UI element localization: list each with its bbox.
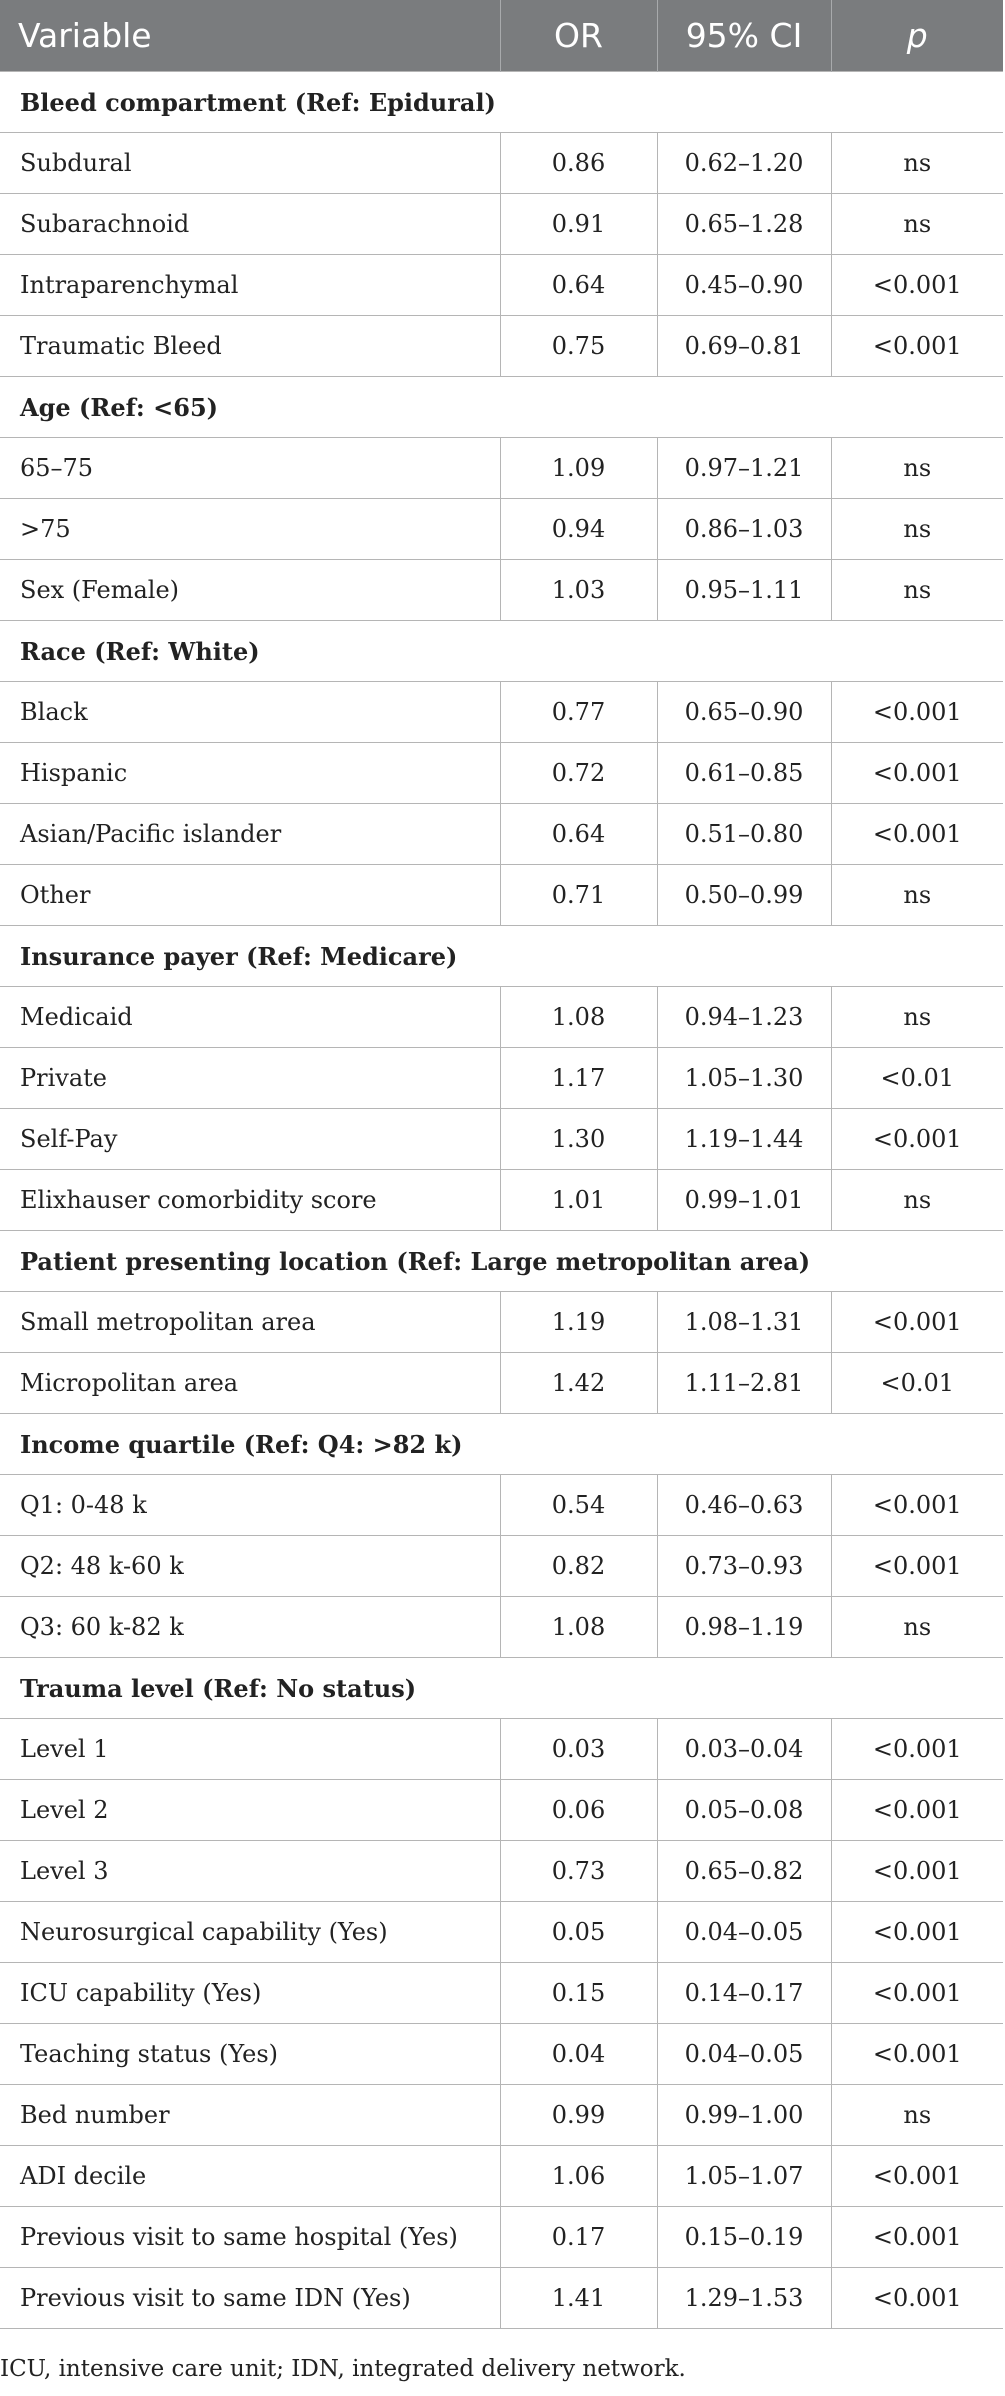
p-value-cell: <0.001 [831,1963,1003,2024]
or-cell: 0.17 [500,2207,657,2268]
table-row [0,1841,1003,1902]
ci-cell: 0.86–1.03 [657,499,831,560]
p-value-cell: ns [831,133,1003,194]
or-cell: 0.04 [500,2024,657,2085]
ci-cell: 0.65–1.28 [657,194,831,255]
p-value-cell: <0.001 [831,1841,1003,1902]
ci-cell: 0.98–1.19 [657,1597,831,1658]
p-value-cell: <0.001 [831,1475,1003,1536]
table-row [0,2024,1003,2085]
table-row [0,1597,1003,1658]
p-value-cell: ns [831,2085,1003,2146]
variable-cell: ADI decile [0,2146,500,2207]
ci-cell: 1.19–1.44 [657,1109,831,1170]
or-cell: 1.01 [500,1170,657,1231]
ci-cell: 0.94–1.23 [657,987,831,1048]
p-value-cell: <0.001 [831,2268,1003,2329]
p-value-cell: ns [831,865,1003,926]
variable-cell: Traumatic Bleed [0,316,500,377]
variable-cell: Previous visit to same hospital (Yes) [0,2207,500,2268]
section-row [0,72,1003,133]
table-row [0,804,1003,865]
ci-cell: 0.65–0.90 [657,682,831,743]
or-cell: 0.91 [500,194,657,255]
table-row [0,987,1003,1048]
ci-cell: 0.95–1.11 [657,560,831,621]
or-cell: 1.42 [500,1353,657,1414]
p-value-cell: <0.001 [831,1292,1003,1353]
variable-cell: Private [0,1048,500,1109]
section-label: Age (Ref: <65) [0,377,1003,438]
p-value-cell: <0.001 [831,1719,1003,1780]
variable-cell: Subdural [0,133,500,194]
ci-cell: 0.45–0.90 [657,255,831,316]
table-row [0,1780,1003,1841]
p-value-cell: ns [831,438,1003,499]
ci-cell: 0.99–1.00 [657,2085,831,2146]
table-row [0,499,1003,560]
p-value-cell: <0.001 [831,316,1003,377]
or-cell: 0.06 [500,1780,657,1841]
ci-cell: 0.65–0.82 [657,1841,831,1902]
or-cell: 0.99 [500,2085,657,2146]
or-cell: 1.08 [500,987,657,1048]
table-row [0,1902,1003,1963]
variable-cell: Subarachnoid [0,194,500,255]
p-value-cell: <0.01 [831,1353,1003,1414]
table-row [0,1719,1003,1780]
header-variable: Variable [0,0,500,72]
table-row [0,1536,1003,1597]
variable-cell: Level 2 [0,1780,500,1841]
header-or: OR [500,0,657,72]
or-cell: 0.71 [500,865,657,926]
ci-cell: 0.61–0.85 [657,743,831,804]
section-row [0,621,1003,682]
p-value-cell: <0.001 [831,2024,1003,2085]
ci-cell: 0.99–1.01 [657,1170,831,1231]
variable-cell: Q2: 48 k-60 k [0,1536,500,1597]
table-row [0,2085,1003,2146]
section-row [0,377,1003,438]
p-value-cell: ns [831,560,1003,621]
ci-cell: 0.73–0.93 [657,1536,831,1597]
or-cell: 1.03 [500,560,657,621]
p-value-cell: ns [831,1597,1003,1658]
table-header [0,0,1003,72]
variable-cell: Level 3 [0,1841,500,1902]
table-row [0,1048,1003,1109]
ci-cell: 0.03–0.04 [657,1719,831,1780]
variable-cell: ICU capability (Yes) [0,1963,500,2024]
or-cell: 1.06 [500,2146,657,2207]
variable-cell: Medicaid [0,987,500,1048]
table-row [0,743,1003,804]
ci-cell: 1.05–1.30 [657,1048,831,1109]
or-cell: 0.82 [500,1536,657,1597]
table-row [0,316,1003,377]
table-row [0,682,1003,743]
section-label: Income quartile (Ref: Q4: >82 k) [0,1414,1003,1475]
variable-cell: Hispanic [0,743,500,804]
section-label: Trauma level (Ref: No status) [0,1658,1003,1719]
or-cell: 0.72 [500,743,657,804]
variable-cell: Micropolitan area [0,1353,500,1414]
variable-cell: Intraparenchymal [0,255,500,316]
p-value-cell: <0.001 [831,682,1003,743]
or-cell: 0.75 [500,316,657,377]
ci-cell: 1.29–1.53 [657,2268,831,2329]
variable-cell: Q1: 0-48 k [0,1475,500,1536]
or-cell: 0.54 [500,1475,657,1536]
ci-cell: 1.11–2.81 [657,1353,831,1414]
or-cell: 0.03 [500,1719,657,1780]
section-row [0,1231,1003,1292]
ci-cell: 0.50–0.99 [657,865,831,926]
p-value-cell: <0.01 [831,1048,1003,1109]
table-row [0,1109,1003,1170]
ci-cell: 0.62–1.20 [657,133,831,194]
section-row [0,926,1003,987]
section-label: Bleed compartment (Ref: Epidural) [0,72,1003,133]
p-value-cell: <0.001 [831,2146,1003,2207]
table-row [0,133,1003,194]
p-value-cell: <0.001 [831,1109,1003,1170]
or-cell: 0.64 [500,255,657,316]
ci-cell: 0.04–0.05 [657,2024,831,2085]
table-row [0,560,1003,621]
section-row [0,1658,1003,1719]
ci-cell: 1.05–1.07 [657,2146,831,2207]
table-row [0,255,1003,316]
p-value-cell: ns [831,499,1003,560]
p-value-cell: ns [831,1170,1003,1231]
p-value-cell: <0.001 [831,255,1003,316]
ci-cell: 0.14–0.17 [657,1963,831,2024]
table-row [0,2268,1003,2329]
or-cell: 0.77 [500,682,657,743]
p-value-cell: ns [831,194,1003,255]
or-cell: 1.09 [500,438,657,499]
or-cell: 1.17 [500,1048,657,1109]
table-row [0,1292,1003,1353]
header-ci: 95% CI [657,0,831,72]
p-value-cell: ns [831,987,1003,1048]
section-row [0,1414,1003,1475]
table-row [0,2207,1003,2268]
ci-cell: 0.46–0.63 [657,1475,831,1536]
or-cell: 0.73 [500,1841,657,1902]
variable-cell: Elixhauser comorbidity score [0,1170,500,1231]
or-cell: 1.30 [500,1109,657,1170]
or-cell: 0.15 [500,1963,657,2024]
ci-cell: 0.04–0.05 [657,1902,831,1963]
ci-cell: 0.51–0.80 [657,804,831,865]
or-cell: 0.05 [500,1902,657,1963]
ci-cell: 1.08–1.31 [657,1292,831,1353]
or-cell: 1.08 [500,1597,657,1658]
table-row [0,1475,1003,1536]
variable-cell: Black [0,682,500,743]
header-row [0,0,1003,72]
ci-cell: 0.69–0.81 [657,316,831,377]
table-row [0,1963,1003,2024]
table-row [0,194,1003,255]
variable-cell: Self-Pay [0,1109,500,1170]
variable-cell: Other [0,865,500,926]
variable-cell: Small metropolitan area [0,1292,500,1353]
p-value-cell: <0.001 [831,743,1003,804]
ci-cell: 0.05–0.08 [657,1780,831,1841]
p-value-cell: <0.001 [831,2207,1003,2268]
variable-cell: >75 [0,499,500,560]
or-cell: 0.94 [500,499,657,560]
variable-cell: Neurosurgical capability (Yes) [0,1902,500,1963]
or-cell: 0.86 [500,133,657,194]
ci-cell: 0.97–1.21 [657,438,831,499]
header-p: p [831,0,1003,72]
variable-cell: Teaching status (Yes) [0,2024,500,2085]
table-footnote: ICU, intensive care unit; IDN, integrated delivery network. [0,2356,686,2382]
variable-cell: Previous visit to same IDN (Yes) [0,2268,500,2329]
table-row [0,438,1003,499]
variable-cell: Sex (Female) [0,560,500,621]
ci-cell: 0.15–0.19 [657,2207,831,2268]
table-row [0,1353,1003,1414]
section-label: Race (Ref: White) [0,621,1003,682]
p-value-cell: <0.001 [831,804,1003,865]
variable-cell: 65–75 [0,438,500,499]
variable-cell: Asian/Pacific islander [0,804,500,865]
table-row [0,1170,1003,1231]
variable-cell: Q3: 60 k-82 k [0,1597,500,1658]
p-value-cell: <0.001 [831,1536,1003,1597]
table-row [0,865,1003,926]
or-cell: 1.41 [500,2268,657,2329]
variable-cell: Bed number [0,2085,500,2146]
p-value-cell: <0.001 [831,1902,1003,1963]
section-label: Insurance payer (Ref: Medicare) [0,926,1003,987]
table-row [0,2146,1003,2207]
p-value-cell: <0.001 [831,1780,1003,1841]
or-cell: 1.19 [500,1292,657,1353]
section-label: Patient presenting location (Ref: Large metropolitan area) [0,1231,1003,1292]
table-body [0,72,1003,2329]
variable-cell: Level 1 [0,1719,500,1780]
or-cell: 0.64 [500,804,657,865]
